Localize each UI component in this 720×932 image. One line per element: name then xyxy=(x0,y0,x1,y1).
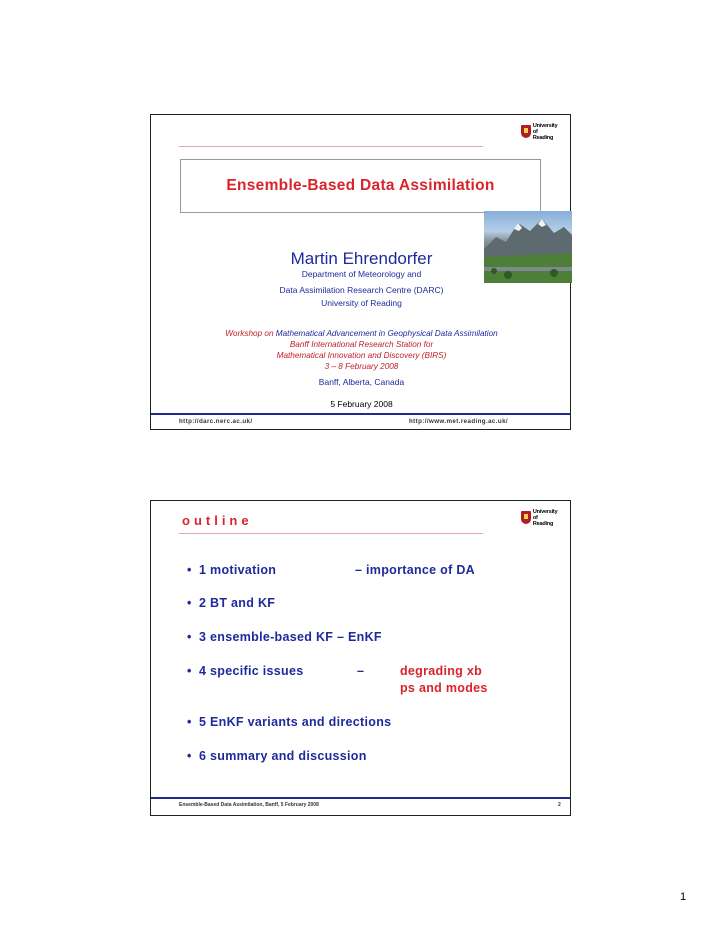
workshop-dates: 3 – 8 February 2008 xyxy=(324,362,399,371)
top-rule xyxy=(179,146,483,147)
top-rule xyxy=(179,533,483,534)
author-name: Martin Ehrendorfer xyxy=(290,249,433,268)
station-line1: Banff International Research Station for xyxy=(289,340,434,349)
bullet-dot: • xyxy=(187,630,192,644)
logo-line1: University of xyxy=(532,508,558,521)
bullet-dot: • xyxy=(187,596,192,610)
workshop-title: Mathematical Advancement in Geophysical Data Assimilation xyxy=(275,329,498,338)
bullet-dot: • xyxy=(187,715,192,729)
item-red-line1: degrading xb xyxy=(400,664,483,678)
slide-footer: Ensemble-Based Data Assimilation, Banff, 5 February 2008 xyxy=(179,802,319,808)
logo-line2: Reading xyxy=(532,134,554,141)
university-logo xyxy=(521,124,563,139)
bottom-rule xyxy=(151,797,570,799)
list-item xyxy=(187,664,488,695)
item-dash: – xyxy=(357,664,365,678)
item-red-line2: ps and modes xyxy=(400,681,488,695)
item-text: 3 ensemble-based KF – EnKF xyxy=(199,630,382,644)
item-text: 5 EnKF variants and directions xyxy=(199,715,392,729)
list-item xyxy=(187,630,382,644)
list-item xyxy=(187,715,391,729)
workshop-prefix: Workshop on xyxy=(225,329,276,338)
outline-title: outline xyxy=(182,513,253,528)
slide-title: Ensemble-Based Data Assimilation xyxy=(226,177,495,194)
talk-date: 5 February 2008 xyxy=(330,399,393,409)
item-text: 6 summary and discussion xyxy=(199,749,367,763)
workshop-info xyxy=(151,328,572,372)
logo-line1: University of xyxy=(532,122,558,135)
url-left[interactable]: http://darc.nerc.ac.uk/ xyxy=(179,418,253,425)
bullet-dot: • xyxy=(187,563,192,577)
crest-icon xyxy=(521,511,531,524)
bottom-rule xyxy=(151,413,570,415)
url-right[interactable]: http://www.met.reading.ac.uk/ xyxy=(409,418,509,425)
logo-line2: Reading xyxy=(532,520,554,527)
title-slide xyxy=(150,114,571,430)
university-logo xyxy=(521,510,563,525)
list-item xyxy=(187,596,275,610)
crest-icon xyxy=(521,125,531,138)
item-text: 1 motivation xyxy=(199,563,277,577)
outline-slide xyxy=(150,500,571,816)
item-text: 4 specific issues xyxy=(199,664,304,678)
slide-number: 2 xyxy=(558,802,561,808)
bullet-dot: • xyxy=(187,664,192,678)
dept-line2: Data Assimilation Research Centre (DARC) xyxy=(279,285,444,295)
page-number: 1 xyxy=(680,891,687,903)
bullet-dot: • xyxy=(187,749,192,763)
list-item xyxy=(187,563,475,577)
station-line2: Mathematical Innovation and Discovery (BIRS) xyxy=(276,351,447,360)
list-item xyxy=(187,749,367,763)
title-box xyxy=(180,159,541,213)
item-text: 2 BT and KF xyxy=(199,596,276,610)
dept-line1: Department of Meteorology and xyxy=(301,269,422,279)
dept-line3: University of Reading xyxy=(321,298,402,308)
item-extra: – importance of DA xyxy=(355,563,475,577)
venue: Banff, Alberta, Canada xyxy=(318,377,405,387)
